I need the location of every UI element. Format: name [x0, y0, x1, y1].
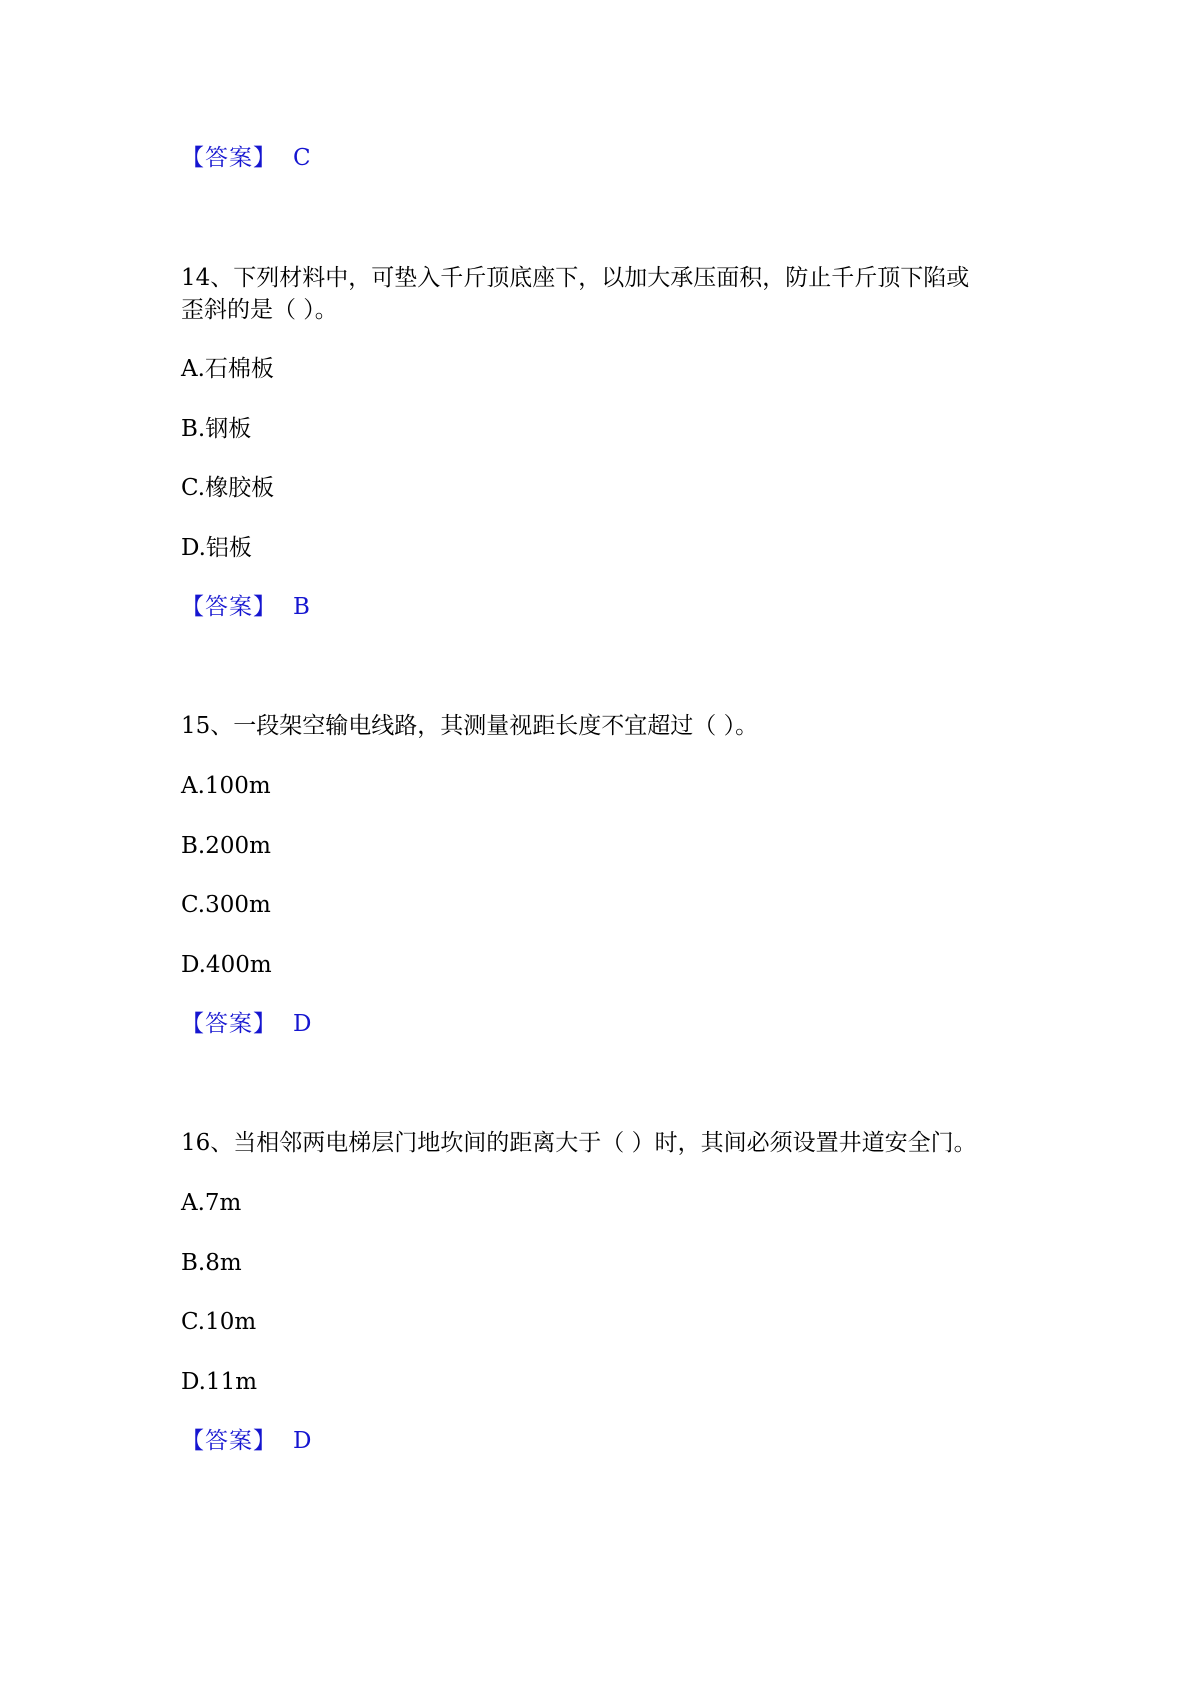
answer-line [181, 142, 311, 174]
option-c: C.橡胶板 [181, 475, 275, 501]
question-text: 16、当相邻两电梯层门地坎间的距离大于（ ）时，其间必须设置井道安全门。 [181, 1130, 977, 1156]
question-text: 14、下列材料中，可垫入千斤顶底座下，以加大承压面积，防止千斤顶下陷或 [181, 265, 970, 291]
answer-label: 【答案】 [181, 145, 277, 171]
answer-line [181, 1008, 311, 1040]
option-a: A.7m [181, 1190, 242, 1216]
option-a: A.石棉板 [181, 356, 274, 382]
option-b: B.钢板 [181, 416, 252, 442]
option-c: C.300m [181, 892, 271, 918]
option-a: A.100m [181, 773, 271, 799]
option-b: B.200m [181, 833, 271, 859]
option-d: D.400m [181, 952, 272, 978]
answer-value: D [293, 1011, 312, 1037]
option-d: D.铝板 [181, 535, 252, 561]
answer-value: B [293, 594, 310, 620]
answer-value: D [293, 1428, 312, 1454]
option-c: C.10m [181, 1309, 257, 1335]
answer-label: 【答案】 [181, 1428, 277, 1454]
question-text: 15、一段架空输电线路，其测量视距长度不宜超过（ ）。 [181, 713, 759, 739]
answer-label: 【答案】 [181, 594, 277, 620]
option-b: B.8m [181, 1250, 242, 1276]
answer-line [181, 1425, 311, 1457]
answer-line [181, 591, 310, 623]
answer-label: 【答案】 [181, 1011, 277, 1037]
option-d: D.11m [181, 1369, 258, 1395]
answer-value: C [293, 145, 311, 171]
question-text-continued: 歪斜的是（ ）。 [181, 297, 338, 323]
